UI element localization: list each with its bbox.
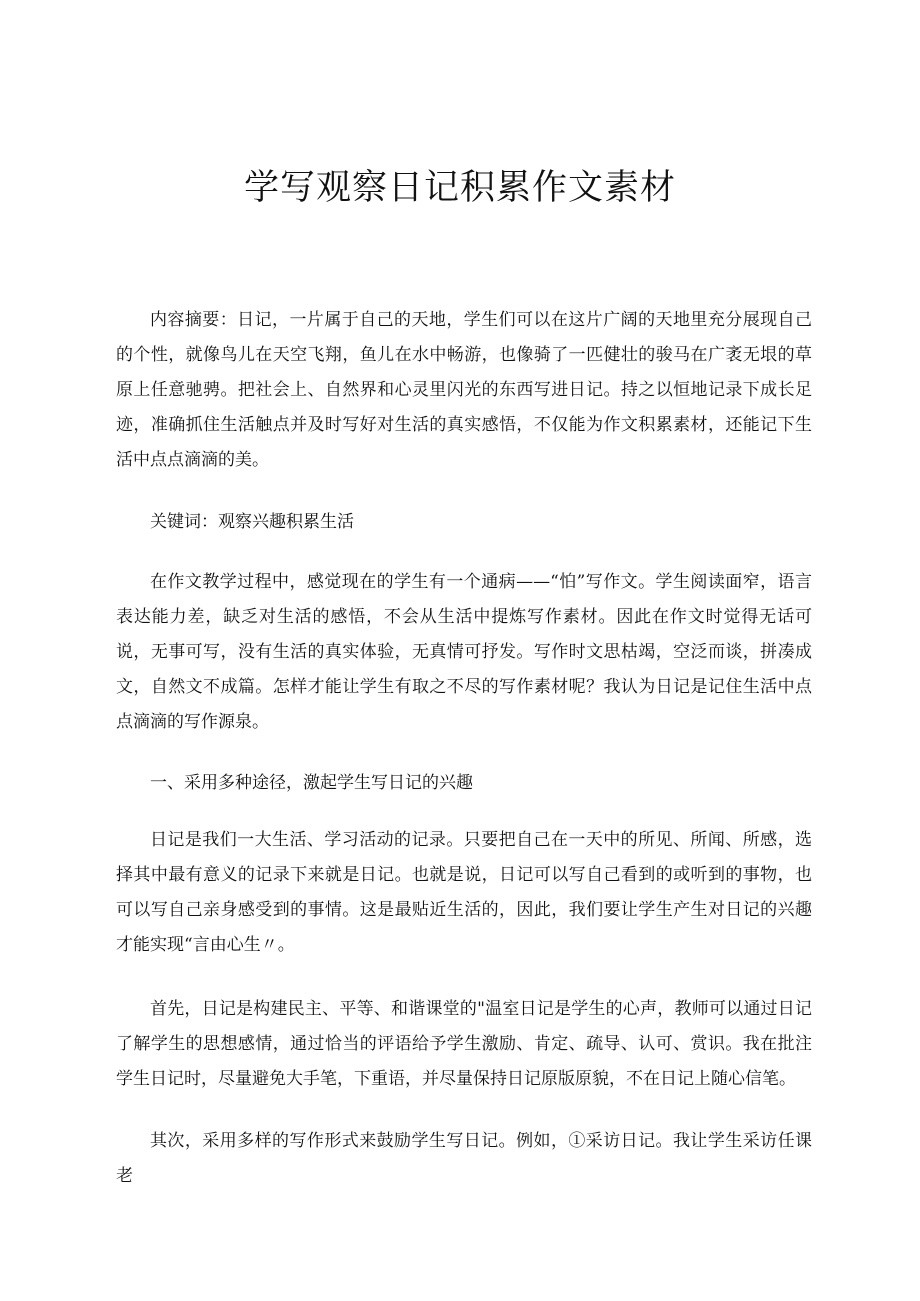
document-title: 学写观察日记积累作文素材 — [243, 168, 676, 208]
section-heading-1: 一、采用多种途径，激起学生写日记的兴趣 — [150, 773, 473, 793]
body-paragraph-1: 日记是我们一大生活、学习活动的记录。只要把自己在一天中的所见、所闻、所感，选择其中最有意义的记录下来就是日记。也就是说，日记可以写自己看到的或听到的事物，也可以写自己亲身感受到的事情。这是最贴近生活的，因此，我们要让学生产生对日记的兴趣才能实现“言由心生〃。 — [116, 830, 812, 955]
intro-paragraph: 在作文教学过程中，感觉现在的学生有一个通病——“怕”写作文。学生阅读面窄，语言表达能力差，缺乏对生活的感悟，不会从生活中提炼写作素材。因此在作文时觉得无话可说，无事可写，没有生活的真实体验，无真情可抒发。写作时文思枯竭，空泛而谈，拼凑成文，自然文不成篇。怎样才能让学生有取之不尽的写作素材呢？我认为日记是记住生活中点点滴滴的写作源泉。 — [116, 572, 812, 732]
body-paragraph-2: 首先，日记是构建民主、平等、和谐课堂的"温室日记是学生的心声，教师可以通过日记了解学生的思想感情，通过恰当的评语给予学生激励、肯定、疏导、认可、赏识。我在批注学生日记时，尽量避免大手笔，下重语，并尽量保持日记原版原貌，不在日记上随心信笔。 — [116, 999, 812, 1089]
body-paragraph-3: 其次，采用多样的写作形式来鼓励学生写日记。例如，①采访日记。我让学生采访任课老 — [116, 1131, 812, 1186]
abstract-paragraph: 内容摘要：日记，一片属于自己的天地，学生们可以在这片广阔的天地里充分展现自己的个性，就像鸟儿在天空飞翔，鱼儿在水中畅游，也像骑了一匹健壮的骏马在广袤无垠的草原上任意驰骋。把社会上、自然界和心灵里闪光的东西写进日记。持之以恒地记录下成长足迹，准确抓住生活触点并及时写好对生活的真实感悟，不仅能为作文积累素材，还能记下生活中点点滴滴的美。 — [116, 310, 812, 470]
keywords-line: 关键词：观察兴趣积累生活 — [150, 512, 354, 532]
